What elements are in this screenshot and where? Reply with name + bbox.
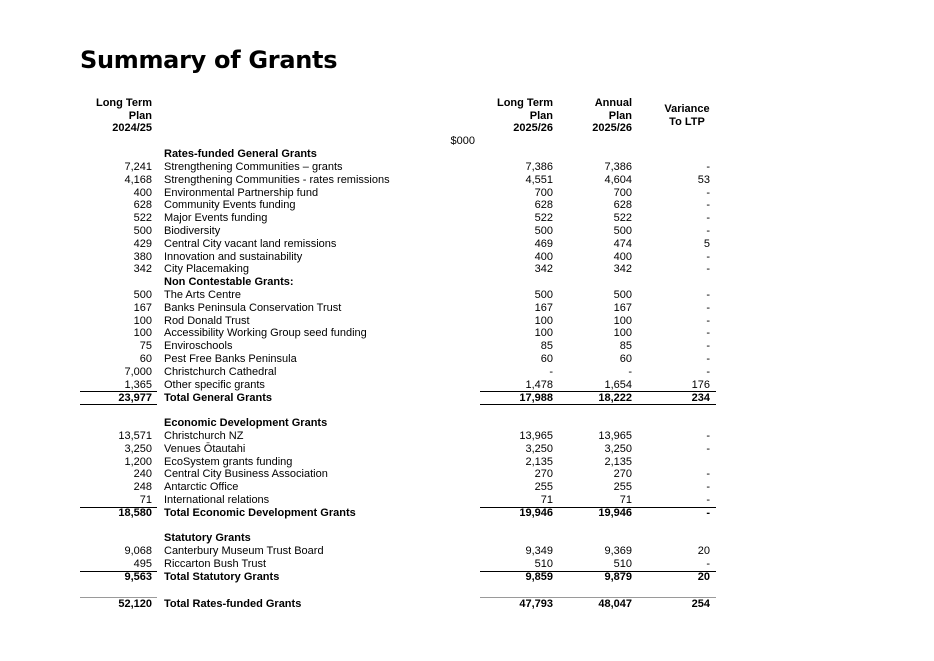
value-ltp-2025-26: 60 [540,353,553,365]
table-row [0,302,934,315]
value-ltp-2024-25: 4,168 [124,173,152,186]
table-row [0,443,934,456]
value-variance: - [706,442,710,455]
grant-label: Innovation and sustainability [164,250,303,263]
value-variance: - [706,212,710,225]
value-ltp-2025-26: 9,349 [525,545,553,557]
value-ap-2025-26: 510 [613,557,632,570]
value-ltp-2025-26: 9,859 [525,571,553,583]
value-variance: - [706,225,710,237]
table-row [0,212,934,225]
value-ap-2025-26: 3,250 [604,442,632,455]
value-ltp-2024-25: 400 [133,186,152,199]
section-heading-statutory: Statutory Grants [164,532,251,544]
grant-label: Antarctic Office [164,481,239,494]
value-ap-2025-26: 100 [613,327,632,340]
value-variance: - [706,481,710,494]
value-variance: 20 [697,545,710,557]
value-ltp-2024-25: 13,571 [118,430,152,442]
value-ltp-2024-25: 495 [133,557,152,570]
page-title: Summary of Grants [80,46,338,74]
grant-label: Strengthening Communities – grants [164,161,343,173]
value-ltp-2024-25: 9,068 [124,545,152,557]
grant-label: International relations [164,494,270,506]
value-variance: - [706,494,710,506]
col-header-variance: Variance To LTP [664,103,710,128]
value-ltp-2024-25: 9,563 [124,571,152,583]
value-ltp-2025-26: 19,946 [519,507,553,519]
table-row [0,468,934,481]
table-row [0,366,934,379]
grant-label: Community Events funding [164,199,296,212]
value-ltp-2025-26: 510 [534,557,553,570]
value-variance: - [706,301,710,314]
grant-label: Total Statutory Grants [164,571,280,583]
value-ltp-2025-26: 13,965 [519,430,553,442]
total-row [0,598,934,611]
table-row [0,327,934,340]
value-variance: - [706,430,710,442]
value-ap-2025-26: 500 [613,225,632,237]
value-ap-2025-26: 700 [613,186,632,199]
value-ltp-2024-25: 1,365 [124,378,152,391]
value-ltp-2024-25: 52,120 [118,598,152,610]
value-ltp-2025-26: 2,135 [525,455,553,468]
value-ltp-2025-26: - [549,365,553,378]
value-ap-2025-26: 255 [613,481,632,494]
value-ap-2025-26: 7,386 [604,161,632,173]
grant-label: Christchurch NZ [164,430,244,442]
grant-label: Riccarton Bush Trust [164,557,267,570]
value-variance: - [706,186,710,199]
section-heading-general: Rates-funded General Grants [164,148,317,160]
value-ap-2025-26: 2,135 [604,455,632,468]
table-row [0,340,934,353]
value-ap-2025-26: 100 [613,314,632,327]
value-variance: - [706,199,710,212]
grant-label: EcoSystem grants funding [164,455,293,468]
value-ap-2025-26: 1,654 [604,378,632,391]
value-variance: - [706,161,710,173]
value-ap-2025-26: 71 [619,494,632,506]
grant-label: Rod Donald Trust [164,314,250,327]
value-ltp-2024-25: 18,580 [118,507,152,519]
value-ltp-2024-25: 71 [139,494,152,506]
value-ltp-2025-26: 342 [534,263,553,276]
value-ltp-2025-26: 71 [540,494,553,506]
value-ltp-2025-26: 270 [534,468,553,481]
value-ap-2025-26: 522 [613,212,632,225]
value-variance: - [706,314,710,327]
table-row [0,174,934,187]
value-ltp-2024-25: 60 [139,353,152,365]
table-row [0,481,934,494]
table-row [0,456,934,469]
grant-label: City Placemaking [164,263,249,276]
value-ltp-2025-26: 7,386 [525,161,553,173]
value-ltp-2024-25: 100 [133,327,152,340]
grant-label: Central City vacant land remissions [164,237,337,250]
table-row [0,199,934,212]
value-ltp-2025-26: 628 [534,199,553,212]
grant-label: Total Economic Development Grants [164,507,356,519]
value-ap-2025-26: 19,946 [598,507,632,519]
table-row [0,353,934,366]
grant-label: Environmental Partnership fund [164,186,319,199]
value-ap-2025-26: 13,965 [598,430,632,442]
grant-label: Accessibility Working Group seed funding [164,327,367,340]
value-ltp-2024-25: 1,200 [124,455,152,468]
value-ltp-2024-25: 7,000 [124,365,152,378]
value-ltp-2024-25: 240 [133,468,152,481]
value-variance: - [706,250,710,263]
value-ltp-2024-25: 628 [133,199,152,212]
value-ltp-2024-25: 500 [133,225,152,237]
value-ap-2025-26: 85 [619,340,632,353]
value-variance: - [706,327,710,340]
table-row [0,558,934,571]
value-ap-2025-26: 500 [613,289,632,301]
grant-label: Strengthening Communities - rates remissions [164,173,390,186]
value-ltp-2024-25: 248 [133,481,152,494]
value-variance: - [706,507,710,519]
table-row [0,545,934,558]
value-ltp-2025-26: 17,988 [519,392,553,404]
value-variance: - [706,557,710,570]
grant-label: Biodiversity [164,225,221,237]
table-row [0,315,934,328]
grant-label: Canterbury Museum Trust Board [164,545,324,557]
value-ap-2025-26: 628 [613,199,632,212]
value-ltp-2025-26: 255 [534,481,553,494]
value-ap-2025-26: 9,879 [604,571,632,583]
table-row [0,430,934,443]
value-variance: - [706,263,710,276]
total-row [0,571,934,584]
value-ltp-2024-25: 500 [133,289,152,301]
value-ltp-2024-25: 75 [139,340,152,353]
value-variance: 5 [703,237,710,250]
value-ap-2025-26: 9,369 [604,545,632,557]
table-row [0,263,934,276]
value-ap-2025-26: 18,222 [598,392,632,404]
value-variance: - [706,289,710,301]
section-subheading-non-contestable: Non Contestable Grants: [164,276,294,288]
total-row [0,507,934,520]
value-variance: 53 [697,173,710,186]
value-variance: - [706,340,710,353]
value-variance: - [706,468,710,481]
total-row [0,392,934,405]
value-ltp-2024-25: 7,241 [124,161,152,173]
table-row [0,225,934,238]
grant-label: Other specific grants [164,378,265,391]
value-ltp-2024-25: 3,250 [124,442,152,455]
table-row [0,161,934,174]
value-ap-2025-26: 167 [613,301,632,314]
table-row [0,251,934,264]
value-ltp-2024-25: 167 [133,301,152,314]
grant-label: Venues Ōtautahi [164,442,246,455]
col-header-ap-2025-26: Annual Plan 2025/26 [592,97,632,134]
value-variance: - [706,365,710,378]
value-ltp-2025-26: 522 [534,212,553,225]
value-ltp-2025-26: 4,551 [525,173,553,186]
value-ap-2025-26: 474 [613,237,632,250]
value-variance: 20 [697,571,710,583]
value-variance: - [706,353,710,365]
value-ap-2025-26: 4,604 [604,173,632,186]
section-heading-economic: Economic Development Grants [164,417,328,429]
value-variance: 234 [691,392,710,404]
value-ap-2025-26: 342 [613,263,632,276]
value-ltp-2025-26: 85 [540,340,553,353]
table-row [0,187,934,200]
value-ltp-2024-25: 23,977 [118,392,152,404]
value-ltp-2025-26: 700 [534,186,553,199]
value-ap-2025-26: 60 [619,353,632,365]
value-ltp-2024-25: 522 [133,212,152,225]
value-ltp-2024-25: 429 [133,237,152,250]
value-ltp-2024-25: 100 [133,314,152,327]
grant-label: Banks Peninsula Conservation Trust [164,301,342,314]
grant-label: Pest Free Banks Peninsula [164,353,297,365]
col-header-ltp-2024-25: Long Term Plan 2024/25 [95,97,152,134]
grant-label: Total General Grants [164,392,272,404]
grant-label: Central City Business Association [164,468,328,481]
value-ltp-2025-26: 47,793 [519,598,553,610]
grant-label: The Arts Centre [164,289,242,301]
value-ap-2025-26: 48,047 [598,598,632,610]
value-ltp-2025-26: 100 [534,327,553,340]
value-ap-2025-26: 270 [613,468,632,481]
grant-label: Christchurch Cathedral [164,365,277,378]
value-ltp-2024-25: 342 [133,263,152,276]
value-ltp-2025-26: 1,478 [525,378,553,391]
col-header-ltp-2025-26: Long Term Plan 2025/26 [496,97,553,134]
value-ltp-2025-26: 500 [534,289,553,301]
value-ltp-2024-25: 380 [133,250,152,263]
value-ltp-2025-26: 3,250 [525,442,553,455]
grant-label: Total Rates-funded Grants [164,598,302,610]
table-row [0,494,934,507]
value-ltp-2025-26: 500 [534,225,553,237]
table-row [0,289,934,302]
value-variance: 254 [691,598,710,610]
value-ltp-2025-26: 167 [534,301,553,314]
grant-label: Enviroschools [164,340,233,353]
value-ltp-2025-26: 100 [534,314,553,327]
value-ap-2025-26: - [628,365,632,378]
value-ltp-2025-26: 469 [534,237,553,250]
value-ap-2025-26: 400 [613,250,632,263]
table-row [0,379,934,392]
value-ltp-2025-26: 400 [534,250,553,263]
grant-label: Major Events funding [164,212,268,225]
table-row [0,238,934,251]
value-variance: 176 [691,378,710,391]
unit-label: $000 [450,135,475,147]
